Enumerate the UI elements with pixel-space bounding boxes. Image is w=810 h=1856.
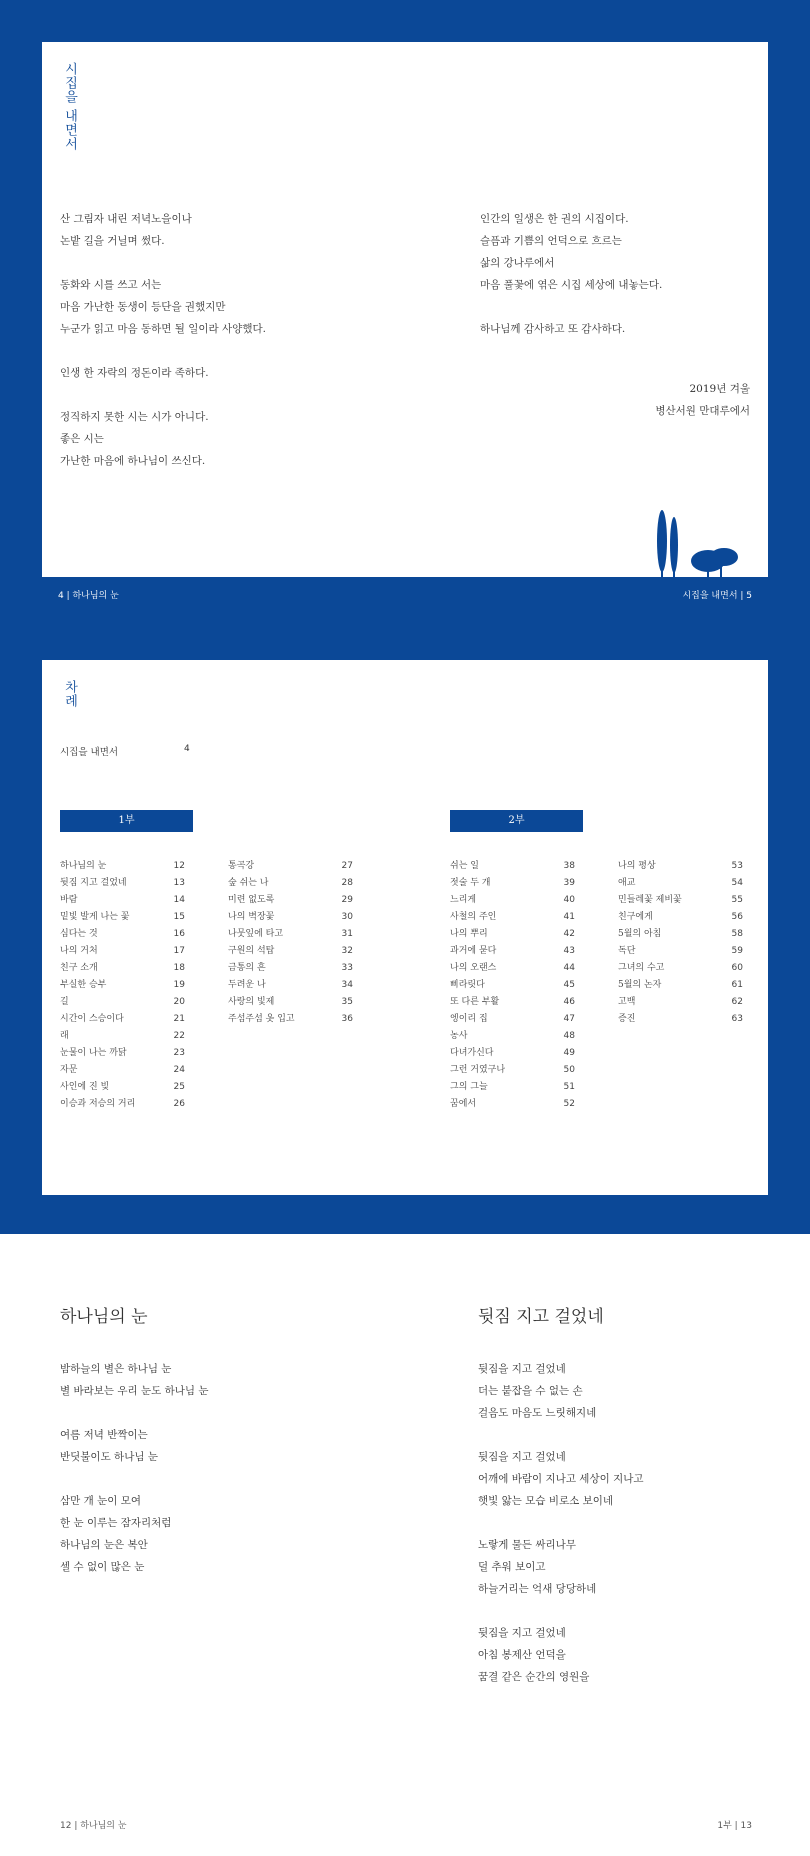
toc-entry-page: 53	[731, 861, 743, 871]
toc-entry-page: 43	[563, 946, 575, 956]
toc-entry[interactable]	[60, 1045, 185, 1062]
preface-line: 논밭 길을 거닐며 썼다.	[60, 235, 165, 247]
toc-entry-page: 18	[173, 963, 185, 973]
toc-entry-page: 58	[731, 929, 743, 939]
toc-entry-page: 17	[173, 946, 185, 956]
toc-entry-title: 금통의 흔	[228, 963, 266, 973]
toc-entry[interactable]	[450, 909, 575, 926]
poem-right-body	[478, 1358, 778, 1688]
toc-part1-column2	[228, 858, 353, 1028]
toc-entry-title: 사인에 진 빚	[60, 1082, 110, 1092]
stanza-gap	[60, 1402, 390, 1424]
toc-entry[interactable]	[450, 858, 575, 875]
preface-line: 인간의 일생은 한 권의 시집이다.	[480, 213, 629, 225]
poem-right-title: 뒷짐 지고 걸었네	[478, 1307, 604, 1327]
toc-entry[interactable]	[618, 994, 743, 1011]
toc-entry[interactable]	[228, 1011, 353, 1028]
toc-entry-title: 엥이리 집	[450, 1014, 488, 1024]
toc-entry-title: 나의 오랜스	[450, 963, 497, 973]
toc-entry-page: 32	[341, 946, 353, 956]
preface-right-column	[480, 208, 750, 340]
toc-entry[interactable]	[60, 1079, 185, 1096]
preface-line: 산 그림자 내린 저녁노을이나	[60, 213, 192, 225]
toc-entry-title: 5월의 논자	[618, 980, 662, 990]
toc-entry[interactable]	[618, 892, 743, 909]
toc-entry-page: 40	[563, 895, 575, 905]
toc-entry-title: 길	[60, 997, 69, 1007]
toc-part2-column2	[618, 858, 743, 1028]
preface-line: 정직하지 못한 시는 시가 아니다.	[60, 411, 209, 423]
toc-entry[interactable]	[450, 926, 575, 943]
toc-entry[interactable]	[618, 960, 743, 977]
toc-entry[interactable]	[228, 926, 353, 943]
stanza-gap	[478, 1600, 778, 1622]
toc-entry[interactable]	[618, 875, 743, 892]
toc-entry-page: 39	[563, 878, 575, 888]
toc-entry[interactable]	[60, 1028, 185, 1045]
toc-entry-page: 42	[563, 929, 575, 939]
preface-line: 슬픔과 기쁨의 언덕으로 흐르는	[480, 235, 622, 247]
toc-entry-title: 부실한 승부	[60, 980, 107, 990]
preface-line: 하나님께 감사하고 또 감사하다.	[480, 323, 626, 335]
toc-entry[interactable]	[228, 909, 353, 926]
toc-entry-title: 쉬는 일	[450, 861, 479, 871]
poem-line: 하나님의 눈은 복안	[60, 1539, 148, 1551]
poem-line: 반딧불이도 하나님 눈	[60, 1451, 158, 1463]
toc-entry-title: 주섬주섬 옷 입고	[228, 1014, 295, 1024]
toc-entry-page: 35	[341, 997, 353, 1007]
toc-entry-page: 20	[173, 997, 185, 1007]
toc-entry-title: 바람	[60, 895, 78, 905]
toc-part1-column1	[60, 858, 185, 1113]
toc-entry[interactable]	[618, 926, 743, 943]
preface-line: 누군가 읽고 마음 동하면 될 일이라 사양했다.	[60, 323, 266, 335]
toc-entry-title: 삐라릿다	[450, 980, 485, 990]
toc-part2-column1	[450, 858, 575, 1113]
toc-entry-title: 그의 그늘	[450, 1082, 488, 1092]
stanza-gap	[60, 252, 390, 274]
toc-entry[interactable]	[228, 943, 353, 960]
toc-entry-title: 그녀의 수고	[618, 963, 665, 973]
poem-line: 여름 저녁 반짝이는	[60, 1429, 148, 1441]
toc-entry[interactable]	[450, 1079, 575, 1096]
toc-entry-page: 63	[731, 1014, 743, 1024]
toc-entry-title: 눈물이 나는 까닭	[60, 1048, 127, 1058]
preface-date: 2019년 겨울	[689, 383, 750, 395]
toc-entry-page: 15	[173, 912, 185, 922]
toc-entry-page: 55	[731, 895, 743, 905]
toc-entry[interactable]	[618, 909, 743, 926]
toc-entry-page: 21	[173, 1014, 185, 1024]
toc-entry-page: 61	[731, 980, 743, 990]
toc-entry[interactable]	[450, 1045, 575, 1062]
toc-entry[interactable]	[60, 875, 185, 892]
toc-entry-title: 구원의 석탑	[228, 946, 275, 956]
toc-entry-page: 29	[341, 895, 353, 905]
preface-line: 인생 한 자락의 정돈이라 족하다.	[60, 367, 209, 379]
toc-entry-title: 나의 뿌리	[450, 929, 488, 939]
stanza-gap	[480, 296, 750, 318]
toc-entry[interactable]	[450, 1062, 575, 1079]
toc-entry-page: 33	[341, 963, 353, 973]
preface-left-column	[60, 208, 390, 472]
preface-signature: 병산서원 만대루에서	[655, 405, 750, 417]
toc-entry-title: 사랑의 빛제	[228, 997, 275, 1007]
toc-entry-page: 26	[173, 1099, 185, 1109]
poem-left-body	[60, 1358, 390, 1578]
preface-line: 가난한 마음에 하나님이 쓰신다.	[60, 455, 206, 467]
toc-entry-page: 13	[173, 878, 185, 888]
stanza-gap	[60, 384, 390, 406]
toc-entry-page: 16	[173, 929, 185, 939]
toc-entry-title: 젓술 두 개	[450, 878, 491, 888]
toc-entry-page: 47	[563, 1014, 575, 1024]
preface-line: 좋은 시는	[60, 433, 104, 445]
poem-footer-right: 1부 | 13	[717, 1821, 752, 1831]
toc-entry-title: 나의 벽장꽃	[228, 912, 275, 922]
toc-entry[interactable]	[450, 994, 575, 1011]
toc-entry[interactable]	[60, 960, 185, 977]
preface-line: 동화와 시를 쓰고 서는	[60, 279, 162, 291]
toc-title: 차례	[62, 680, 77, 708]
toc-entry-title: 독단	[618, 946, 636, 956]
toc-entry-page: 38	[563, 861, 575, 871]
stanza-gap	[478, 1424, 778, 1446]
toc-entry-page: 62	[731, 997, 743, 1007]
toc-entry-page: 48	[563, 1031, 575, 1041]
poem-line: 뒷짐을 지고 걸었네	[478, 1451, 566, 1463]
poem-line: 걸음도 마음도 느릿해지네	[478, 1407, 597, 1419]
toc-entry[interactable]	[60, 892, 185, 909]
toc-entry[interactable]	[450, 943, 575, 960]
preface-line: 마음 가난한 동생이 등단을 권했지만	[60, 301, 226, 313]
poem-spread	[0, 1234, 810, 1856]
poem-line: 햇빛 앓는 모습 비로소 보이네	[478, 1495, 614, 1507]
toc-entry-page: 45	[563, 980, 575, 990]
preface-footer-right: 시집을 내면서 | 5	[682, 591, 752, 601]
poem-line: 어깨에 바람이 지나고 세상이 지나고	[478, 1473, 644, 1485]
toc-entry-page: 31	[341, 929, 353, 939]
toc-entry-title: 또 다른 부활	[450, 997, 500, 1007]
toc-entry-title: 하나님의 눈	[60, 861, 107, 871]
toc-part1-bar: 1부	[60, 810, 193, 832]
toc-entry-title: 래	[60, 1031, 69, 1041]
toc-entry[interactable]	[60, 1011, 185, 1028]
toc-entry-page: 34	[341, 980, 353, 990]
toc-entry-page: 59	[731, 946, 743, 956]
toc-entry-title: 애교	[618, 878, 636, 888]
toc-entry-title: 숲 쉬는 나	[228, 878, 269, 888]
toc-entry[interactable]	[618, 943, 743, 960]
toc-entry-page: 36	[341, 1014, 353, 1024]
toc-entry-page: 49	[563, 1048, 575, 1058]
poem-line: 노랗게 물든 싸리나무	[478, 1539, 576, 1551]
toc-entry-title: 친구에게	[618, 912, 653, 922]
toc-entry[interactable]	[450, 1028, 575, 1045]
toc-entry[interactable]	[60, 858, 185, 875]
toc-entry-title: 5월의 아침	[618, 929, 662, 939]
toc-entry[interactable]	[60, 909, 185, 926]
toc-entry-title: 미련 없도록	[228, 895, 275, 905]
toc-entry-page: 56	[731, 912, 743, 922]
toc-entry[interactable]	[618, 977, 743, 994]
preface-line: 마음 풀꽃에 엮은 시집 세상에 내놓는다.	[480, 279, 663, 291]
preface-page	[42, 42, 768, 577]
toc-entry-title: 다녀가신다	[450, 1048, 494, 1058]
toc-entry[interactable]	[60, 977, 185, 994]
toc-entry-title: 고백	[618, 997, 636, 1007]
toc-entry-title: 친구 소개	[60, 963, 98, 973]
preface-line: 삶의 강나루에서	[480, 257, 555, 269]
toc-entry-page: 14	[173, 895, 185, 905]
toc-entry[interactable]	[450, 1096, 575, 1113]
toc-intro-page: 4	[184, 744, 190, 754]
toc-part2-bar: 2부	[450, 810, 583, 832]
toc-entry-title: 민들레꽃 제비꽃	[618, 895, 682, 905]
toc-entry-title: 심다는 것	[60, 929, 98, 939]
toc-entry[interactable]	[60, 926, 185, 943]
toc-entry-title: 통곡강	[228, 861, 255, 871]
poem-line: 밤하늘의 별은 하나님 눈	[60, 1363, 172, 1375]
toc-entry-title: 사철의 주인	[450, 912, 497, 922]
poem-line: 한 눈 이루는 잠자리처럼	[60, 1517, 172, 1529]
toc-entry-page: 27	[341, 861, 353, 871]
toc-entry-page: 30	[341, 912, 353, 922]
toc-entry-title: 나의 거처	[60, 946, 98, 956]
toc-entry-page: 41	[563, 912, 575, 922]
toc-entry-title: 느리게	[450, 895, 477, 905]
toc-entry[interactable]	[450, 1011, 575, 1028]
toc-entry-page: 50	[563, 1065, 575, 1075]
toc-entry[interactable]	[60, 1096, 185, 1113]
toc-entry-title: 그런 거였구나	[450, 1065, 506, 1075]
toc-entry[interactable]	[60, 943, 185, 960]
stanza-gap	[478, 1512, 778, 1534]
toc-entry-title: 자문	[60, 1065, 78, 1075]
toc-entry-page: 51	[563, 1082, 575, 1092]
poem-line: 삼만 개 눈이 모여	[60, 1495, 142, 1507]
toc-entry[interactable]	[228, 960, 353, 977]
poem-line: 하늘거리는 억새 당당하네	[478, 1583, 597, 1595]
stanza-gap	[60, 1468, 390, 1490]
poem-footer-left: 12 | 하나님의 눈	[60, 1821, 127, 1831]
toc-page	[42, 660, 768, 1195]
toc-entry-title: 뒷짐 지고 걸었네	[60, 878, 127, 888]
toc-entry-title: 두려운 나	[228, 980, 266, 990]
toc-entry[interactable]	[228, 994, 353, 1011]
poem-line: 꿈결 같은 순간의 영원을	[478, 1671, 590, 1683]
preface-spread	[0, 0, 810, 628]
poem-line: 별 바라보는 우리 눈도 하나님 눈	[60, 1385, 209, 1397]
poem-line: 뒷짐을 지고 걸었네	[478, 1627, 566, 1639]
toc-entry[interactable]	[228, 875, 353, 892]
preface-title: 시집을 내면서	[62, 62, 77, 152]
toc-spread	[0, 628, 810, 1234]
toc-entry-title: 농사	[450, 1031, 468, 1041]
toc-entry[interactable]	[60, 994, 185, 1011]
toc-entry-title: 이승과 저승의 거리	[60, 1099, 136, 1109]
toc-entry[interactable]	[60, 1062, 185, 1079]
poem-left-title: 하나님의 눈	[60, 1307, 148, 1327]
poem-line: 덜 추워 보이고	[478, 1561, 546, 1573]
stanza-gap	[60, 340, 390, 362]
toc-entry-page: 19	[173, 980, 185, 990]
toc-intro-label: 시집을 내면서	[60, 747, 119, 758]
toc-entry-page: 24	[173, 1065, 185, 1075]
toc-entry-title: 밑빛 발게 나는 꽃	[60, 912, 130, 922]
toc-entry-title: 시간이 스승이다	[60, 1014, 124, 1024]
poem-line: 뒷짐을 지고 걸었네	[478, 1363, 566, 1375]
toc-entry-page: 54	[731, 878, 743, 888]
toc-entry[interactable]	[450, 892, 575, 909]
poem-line: 더는 붙잡을 수 없는 손	[478, 1385, 583, 1397]
poem-line: 셀 수 없이 많은 눈	[60, 1561, 145, 1573]
preface-footer-left: 4 | 하나님의 눈	[58, 591, 119, 601]
toc-entry-page: 28	[341, 878, 353, 888]
toc-entry-page: 60	[731, 963, 743, 973]
toc-entry[interactable]	[228, 892, 353, 909]
toc-entry-page: 44	[563, 963, 575, 973]
toc-entry-page: 22	[173, 1031, 185, 1041]
toc-entry-page: 52	[563, 1099, 575, 1109]
tree-illustration	[652, 507, 752, 577]
toc-entry-page: 46	[563, 997, 575, 1007]
toc-entry-title: 나뭇잎에 타고	[228, 929, 284, 939]
toc-entry-title: 나의 평상	[618, 861, 656, 871]
toc-entry[interactable]	[618, 1011, 743, 1028]
toc-entry-page: 25	[173, 1082, 185, 1092]
toc-entry[interactable]	[450, 977, 575, 994]
toc-entry-title: 과거에 묻다	[450, 946, 497, 956]
poem-line: 아침 봉제산 언덕을	[478, 1649, 566, 1661]
toc-entry-title: 증진	[618, 1014, 636, 1024]
toc-entry[interactable]	[228, 977, 353, 994]
toc-entry[interactable]	[450, 875, 575, 892]
toc-entry-page: 12	[173, 861, 185, 871]
toc-entry-page: 23	[173, 1048, 185, 1058]
toc-entry-title: 꿈에서	[450, 1099, 477, 1109]
toc-entry[interactable]	[618, 858, 743, 875]
toc-entry[interactable]	[228, 858, 353, 875]
toc-entry[interactable]	[450, 960, 575, 977]
